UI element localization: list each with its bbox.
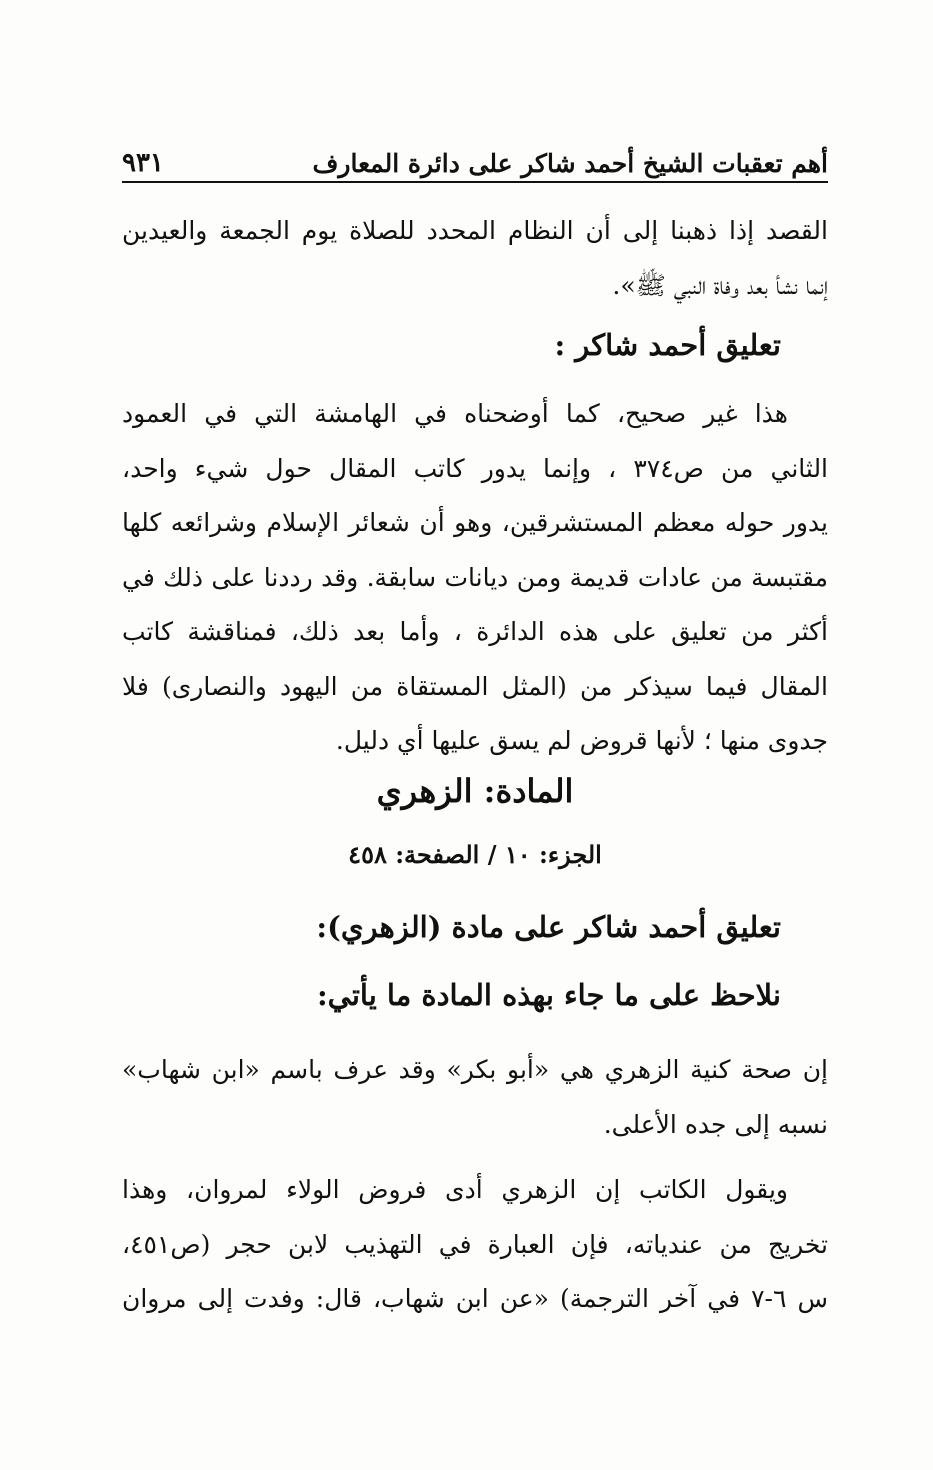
text-line: تخريج من عندياته، فإن العبارة في التهذيب لابن حجر (ص٤٥١،	[122, 1229, 828, 1259]
text-line: الثاني من ص٣٧٤ ، وإنما يدور كاتب المقال حول شيء واحد،	[122, 453, 828, 483]
paragraph-kunya	[122, 1043, 828, 1152]
comment-heading: تعليق أحمد شاكر على مادة (الزهري):	[316, 910, 781, 944]
article-reference: الجزء: ١٠ / الصفحة: ٤٥٨	[348, 840, 602, 869]
header-divider	[122, 181, 828, 183]
text-line: س ٦-٧ في آخر الترجمة) «عن ابن شهاب، قال: وفدت إلى مروان	[122, 1284, 828, 1313]
comment-heading: تعليق أحمد شاكر :	[554, 328, 781, 362]
text-line: يدور حوله معظم المستشرقين، وهو أن شعائر الإسلام وشرائعه كلها	[122, 508, 828, 537]
text-line: أكثر من تعليق على هذه الدائرة ، وأما بعد ذلك، فمناقشة كاتب	[122, 617, 828, 646]
page-number: ٩٣١	[122, 148, 164, 178]
text-line: المقال فيما سيذكر من (المثل المستقاة من اليهود والنصارى) فلا	[122, 671, 828, 701]
text-line: هذا غير صحيح، كما أوضحناه في الهامشة التي في العمود	[122, 399, 788, 428]
text-line: إن صحة كنية الزهري هي «أبو بكر» وقد عرف باسم «ابن شهاب»	[122, 1055, 828, 1084]
paragraph-intro	[122, 204, 828, 313]
text-line: القصد إذا ذهبنا إلى أن النظام المحدد للصلاة يوم الجمعة والعيدين	[122, 216, 828, 245]
text-line: جدوى منها ؛ لأنها قروض لم يسق عليها أي دليل.	[335, 726, 828, 755]
text-line: إنما نشأ بعد وفاة النبي ﷺ».	[612, 270, 828, 300]
text-line: نسبه إلى جده الأعلى.	[603, 1109, 828, 1139]
paragraph-marwan	[122, 1163, 828, 1327]
article-title: المادة: الزهري	[376, 772, 574, 810]
observation-heading: نلاحظ على ما جاء بهذه المادة ما يأتي:	[316, 978, 781, 1012]
text-line: ويقول الكاتب إن الزهري أدى فروض الولاء لمروان، وهذا	[122, 1175, 788, 1204]
text-line: مقتبسة من عادات قديمة ومن ديانات سابقة. وقد رددنا على ذلك في	[122, 562, 828, 592]
running-header-title: أهم تعقبات الشيخ أحمد شاكر على دائرة المعارف	[312, 149, 828, 178]
running-header	[122, 132, 828, 178]
paragraph-comment	[122, 387, 828, 769]
